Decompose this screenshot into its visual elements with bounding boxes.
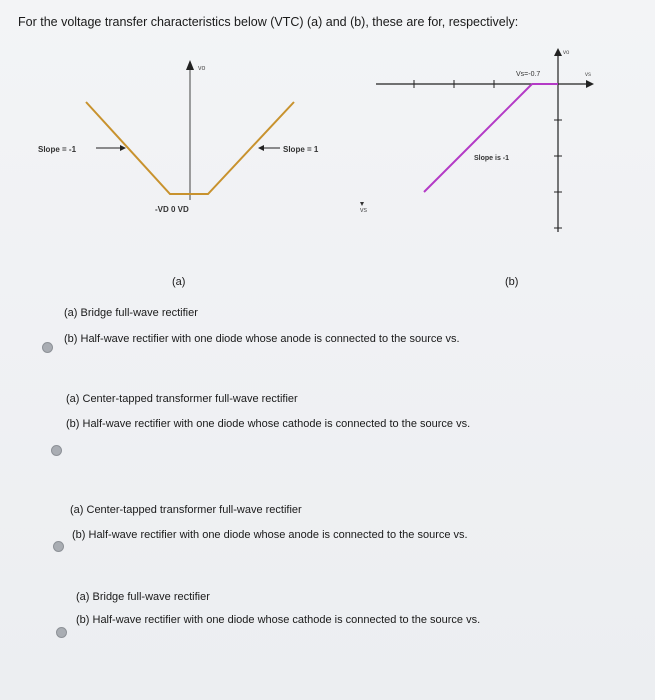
fig-a-y-label: vo	[198, 65, 206, 72]
fig-b-caption: (b)	[505, 276, 519, 288]
option-1-line-a: (a) Bridge full-wave rectifier	[64, 307, 198, 319]
fig-a-y-arrow-icon	[186, 60, 194, 70]
fig-b-x-arrow-icon	[586, 80, 594, 88]
option-2-line-a: (a) Center-tapped transformer full-wave rectifier	[66, 393, 298, 405]
fig-b-y-label: vo	[563, 50, 570, 56]
vtc-figures	[0, 40, 655, 240]
fig-a-slope-right-arrowhead-icon	[258, 145, 264, 151]
option-3-radio[interactable]	[53, 541, 64, 552]
option-3-line-b: (b) Half-wave rectifier with one diode whose anode is connected to the source vs.	[72, 529, 468, 541]
fig-a-tick-labels: -VD 0 VD	[155, 205, 189, 214]
option-1-line-b: (b) Half-wave rectifier with one diode whose anode is connected to the source vs.	[64, 333, 460, 345]
option-4-line-b: (b) Half-wave rectifier with one diode whose cathode is connected to the source vs.	[76, 614, 481, 626]
fig-b-x-label: vs	[585, 72, 591, 78]
figure-b	[376, 48, 594, 232]
option-2-line-b: (b) Half-wave rectifier with one diode whose cathode is connected to the source vs.	[66, 418, 471, 430]
fig-b-vs-label: Vs=-0.7	[516, 71, 541, 78]
question-text: For the voltage transfer characteristics below (VTC) (a) and (b), these are for, respectively:	[18, 15, 519, 29]
option-1-radio[interactable]	[42, 342, 53, 353]
fig-b-slope-label: Slope is -1	[474, 155, 510, 162]
fig-a-x-label: vs	[360, 207, 367, 214]
option-2-radio[interactable]	[51, 445, 62, 456]
option-4-radio[interactable]	[56, 627, 67, 638]
fig-b-vtc-curve	[424, 84, 532, 192]
fig-a-x-arrow-icon	[360, 202, 364, 206]
figure-a	[38, 60, 368, 214]
fig-a-caption: (a)	[172, 276, 186, 288]
fig-a-slope-left-label: Slope = -1	[38, 145, 77, 154]
option-3-line-a: (a) Center-tapped transformer full-wave rectifier	[70, 504, 302, 516]
fig-a-slope-right-label: Slope = 1	[283, 145, 319, 154]
option-4-line-a: (a) Bridge full-wave rectifier	[76, 591, 210, 603]
fig-b-y-arrow-icon	[554, 48, 562, 56]
